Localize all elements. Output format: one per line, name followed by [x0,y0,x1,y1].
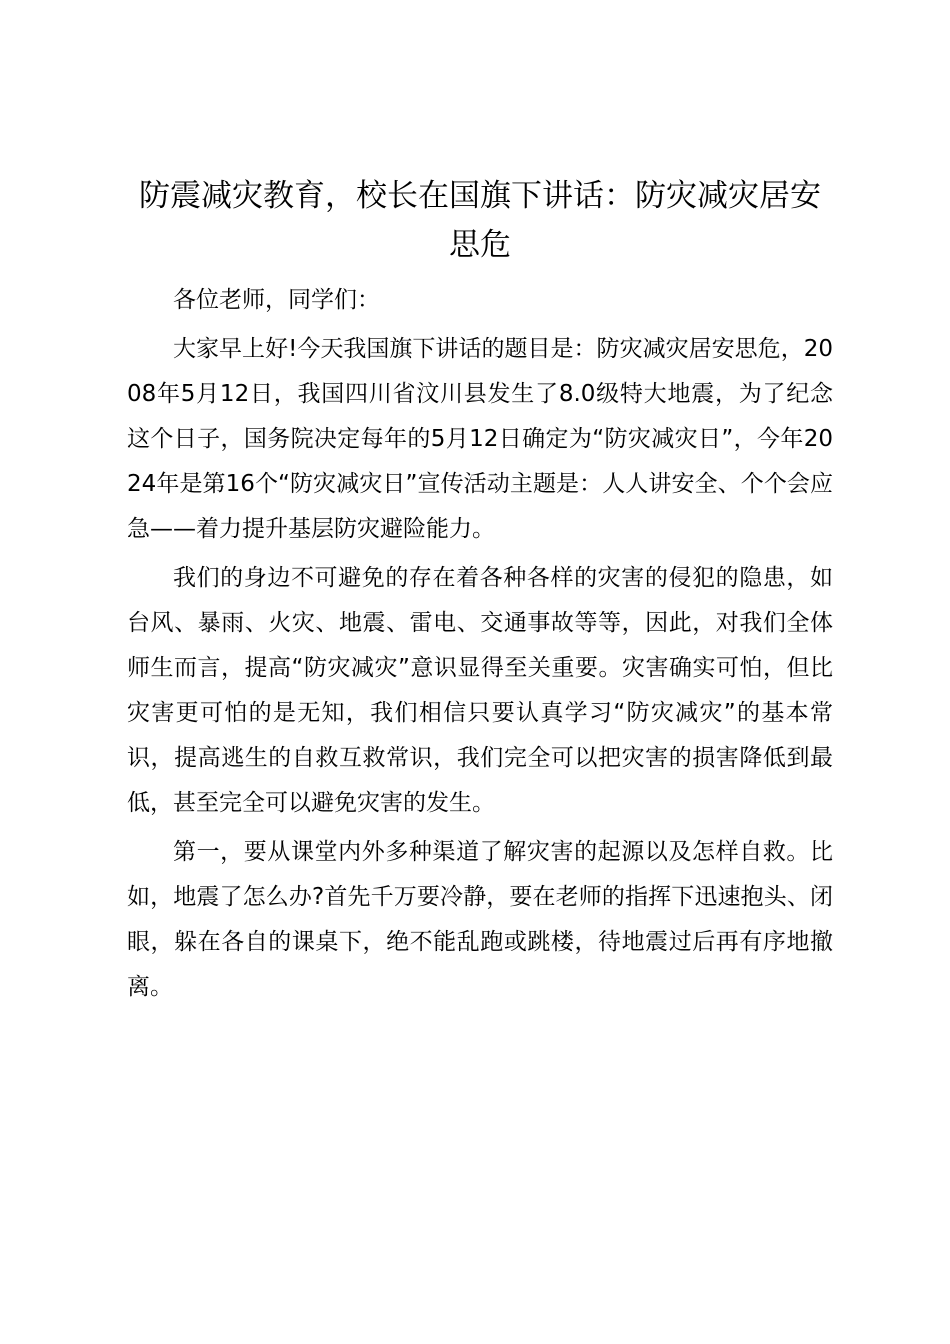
document-title: 防震减灾教育，校长在国旗下讲话：防灾减灾居安思危 [139,178,821,263]
paragraph-first-point: 第一，要从课堂内外多种渠道了解灾害的起源以及怎样自救。比如，地震了怎么办?首先千万要冷静，要在老师的指挥下迅速抱头、闭眼，躲在各自的课桌下，绝不能乱跑或跳楼，待地震过后再有序地撤离。 [127,839,833,1000]
paragraph-intro: 大家早上好!今天我国旗下讲话的题目是：防灾减灾居安思危，2008年5月12日，我国四川省汶川县发生了8.0级特大地震，为了纪念这个日子，国务院决定每年的5月12日确定为“防灾减灾日”，今年2024年是第16个“防灾减灾日”宣传活动主题是：人人讲安全、个个会应急——着力提升基层防灾避险能力。 [127,336,833,542]
paragraph-salutation: 各位老师，同学们： [173,287,380,313]
paragraph-hazards: 我们的身边不可避免的存在着各种各样的灾害的侵犯的隐患，如台风、暴雨、火灾、地震、雷电、交通事故等等，因此，对我们全体师生而言，提高“防灾减灾”意识显得至关重要。灾害确实可怕，但比灾害更可怕的是无知，我们相信只要认真学习“防灾减灾”的基本常识，提高逃生的自救互救常识，我们完全可以把灾害的损害降低到最低，甚至完全可以避免灾害的发生。 [127,565,833,816]
document-body [127,172,833,1010]
